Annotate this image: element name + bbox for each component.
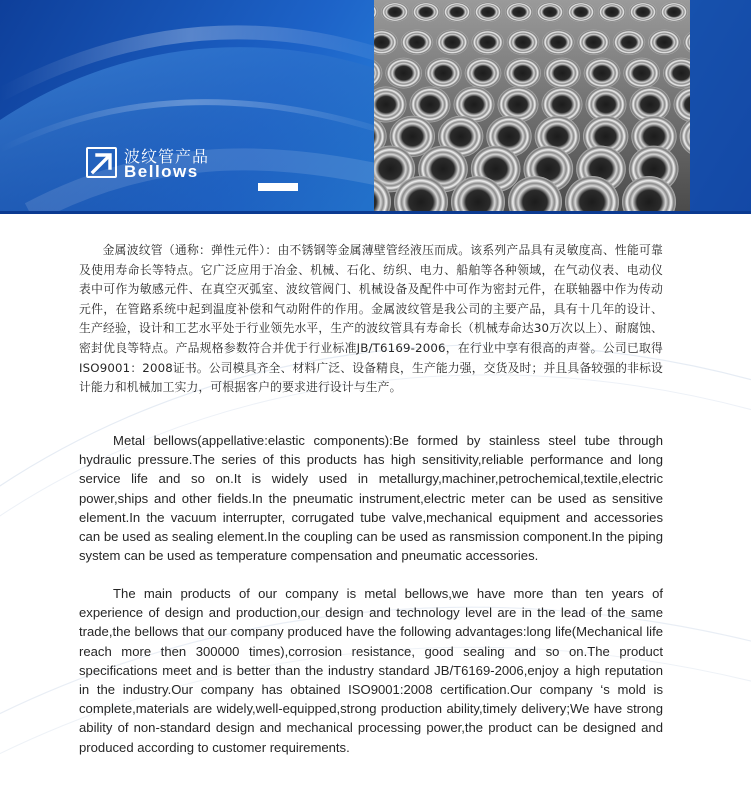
bellows-ring — [536, 2, 564, 22]
bellows-ring — [381, 2, 409, 22]
bellows-ring — [623, 58, 660, 89]
section-title-chinese: 波纹管产品 — [124, 147, 210, 166]
section-title-english: Bellows — [124, 162, 199, 181]
bellows-ring — [436, 30, 468, 55]
bellows-ring — [629, 2, 657, 22]
bellows-ring — [474, 2, 502, 22]
bellows-ring — [544, 58, 581, 89]
bellows-ring — [584, 58, 621, 89]
bellows-ring — [425, 58, 462, 89]
bellows-ring — [401, 30, 433, 55]
bellows-ring — [504, 58, 541, 89]
bellows-ring — [385, 58, 422, 89]
bellows-product-photo — [374, 0, 690, 213]
bellows-ring — [465, 58, 502, 89]
bellows-ring — [412, 2, 440, 22]
section-title — [86, 147, 276, 187]
bellows-ring — [542, 30, 574, 55]
bellows-ring — [613, 30, 645, 55]
title-accent-bar — [258, 183, 298, 191]
arrow-up-right-icon — [86, 147, 117, 178]
bellows-ring — [578, 30, 610, 55]
bellows-ring — [660, 2, 688, 22]
bellows-ring — [472, 30, 504, 55]
description-english-paragraph-1: Metal bellows(appellative:elastic components):Be formed by stainless steel tube through hydraulic pressure.The series of this products has high sensitivity,reliable performance and long service life and so on.It is widely used in metallurgy,machiner,petrochemical,textile,electric power,ships and other fields.In the pneumatic instrument,electric meter can be used as sensitive element.In the vacuum interrupter, corrugated tube valve,mechanical equipment and accessories can be used as sealing element.In the coupling can be used as ransmission component.In the piping system can be used as temperature compensation and pneumatic accessories. — [79, 433, 663, 564]
description-chinese: 金属波纹管（通称：弹性元件）：由不锈钢等金属薄壁管经液压而成。该系列产品具有灵敏度高、性能可靠及使用寿命长等特点。它广泛应用于冶金、机械、石化、纺织、电力、船舶等各种领域，在气动仪表、电动仪表中可作为敏感元件、在真空灭弧室、波纹管阀门、机械设备及配件中可作为密封元件，在联轴器中作为传动元件，在管路系统中起到温度补偿和气动附件的作用。金属波纹管是我公司的主要产品，具有十几年的设计、生产经验，设计和工艺水平处于行业领先水平，生产的波纹管具有寿命长（机械寿命达30万次以上）、耐腐蚀、密封优良等特点。产品规格参数符合并优于行业标准JB/T6169-2006，在行业中享有很高的声誉。公司已取得ISO9001：2008证书。公司模具齐全、材料广泛、设备精良，生产能力强，交货及时；并且具备较强的非标设计能力和机械加工实力，可根据客户的要求进行设计与生产。 — [79, 243, 663, 395]
bellows-ring — [567, 2, 595, 22]
bellows-ring — [648, 30, 680, 55]
description-english-paragraph-2: The main products of our company is metal bellows,we have more than ten years of experience of design and production,our design and technology level are in the lead of the same trade,the bellows that our company produced have the following advantages:long life(Mechanical life reach more then 300000 times),corrosion resistance, good sealing and so on.The product specifications meet and is better than the industry standard JB/T6169-2006,enjoy a high reputation in the industry.Our company has obtained ISO9001:2008 certification.Our company ‘s mold is complete,materials are widely,well-equipped,strong production ability,timely delivery;We have strong ability of non-standard design and mechanical processing power,the product can be designed and produced according to customer requirements. — [79, 586, 663, 755]
header-banner — [0, 0, 751, 213]
bellows-ring — [443, 2, 471, 22]
bellows-ring — [505, 2, 533, 22]
bellows-ring — [507, 30, 539, 55]
bellows-ring — [598, 2, 626, 22]
